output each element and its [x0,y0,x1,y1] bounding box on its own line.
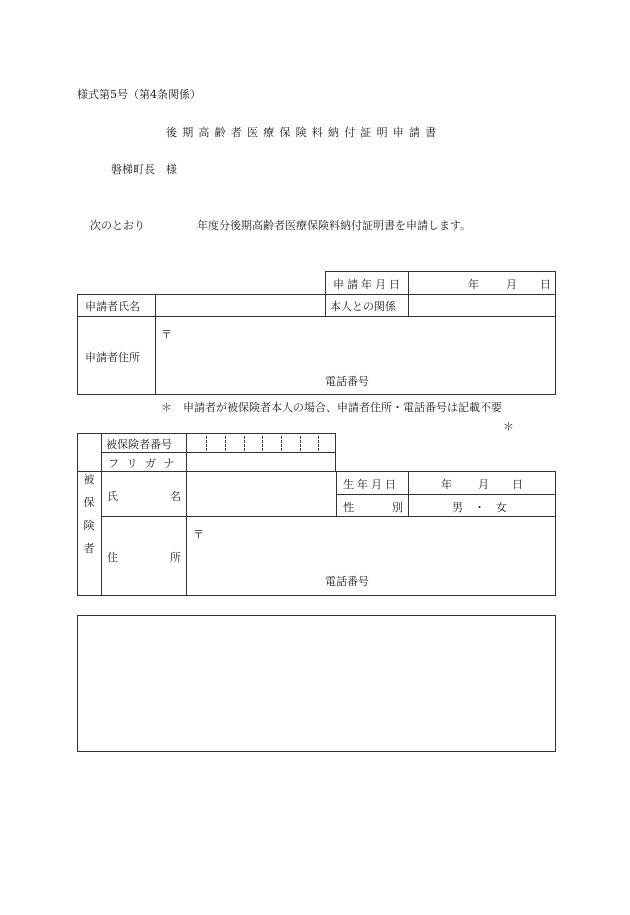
intro-body: 年度分後期高齢者医療保険料納付証明書を申請します。 [197,219,472,232]
insured-phone-label: 電話番号 [325,575,369,588]
applicant-name-field[interactable] [157,295,323,315]
sex-options[interactable]: 男 ・ 女 [452,501,507,514]
asterisk-mark: ＊ [503,420,514,433]
addressee: 磐梯町長 様 [111,163,177,176]
remarks-box[interactable] [77,615,556,752]
side-char: 険 [83,519,95,532]
applicant-name-label: 申請者氏名 [85,300,140,313]
application-year-label: 年 [468,278,479,291]
insured-postal-mark: 〒 [193,528,204,541]
application-year-field[interactable] [420,272,460,294]
applicant-address-label: 申請者住所 [85,351,140,364]
application-month-label: 月 [506,278,517,291]
applicant-omission-note: ＊ 申請者が被保険者本人の場合、申請者住所・電話番号は記載不要 [161,401,502,414]
insured-number-field[interactable] [188,434,334,451]
page-title: 後期高齢者医療保険料納付証明申請書 [166,126,442,139]
insured-name-field[interactable] [188,473,334,514]
relationship-label: 本人との関係 [330,300,396,313]
applicant-phone-label: 電話番号 [325,375,369,388]
furigana-label: フ リ ガ ナ [108,457,177,470]
form-number: 様式第5号（第4条関係） [77,88,201,101]
birth-month-label: 月 [478,478,489,491]
sex-label-1: 性 [343,501,354,514]
sex-label-2: 別 [392,501,403,514]
insured-name-label-2: 名 [170,490,181,503]
birth-date-label: 生年月日 [343,478,399,491]
insured-address-field[interactable] [188,518,554,570]
side-char: 保 [83,496,95,509]
birth-year-label: 年 [441,478,452,491]
insured-number-label: 被保険者番号 [106,438,172,451]
insured-address-label-1: 住 [107,551,118,564]
side-char: 被 [83,473,95,486]
applicant-address-field[interactable] [157,318,554,370]
applicant-postal-mark: 〒 [161,328,172,341]
intro-prefix: 次のとおり [90,219,145,232]
insured-address-label-2: 所 [170,551,181,564]
insured-name-label-1: 氏 [107,490,118,503]
furigana-field[interactable] [188,453,334,470]
insured-side-label [82,468,96,560]
birth-day-label: 日 [512,478,523,491]
birth-date-field[interactable] [410,472,554,493]
application-date-label: 申請年月日 [333,278,403,291]
application-day-label: 日 [540,278,551,291]
side-char: 者 [83,542,95,555]
relationship-field[interactable] [410,295,554,315]
